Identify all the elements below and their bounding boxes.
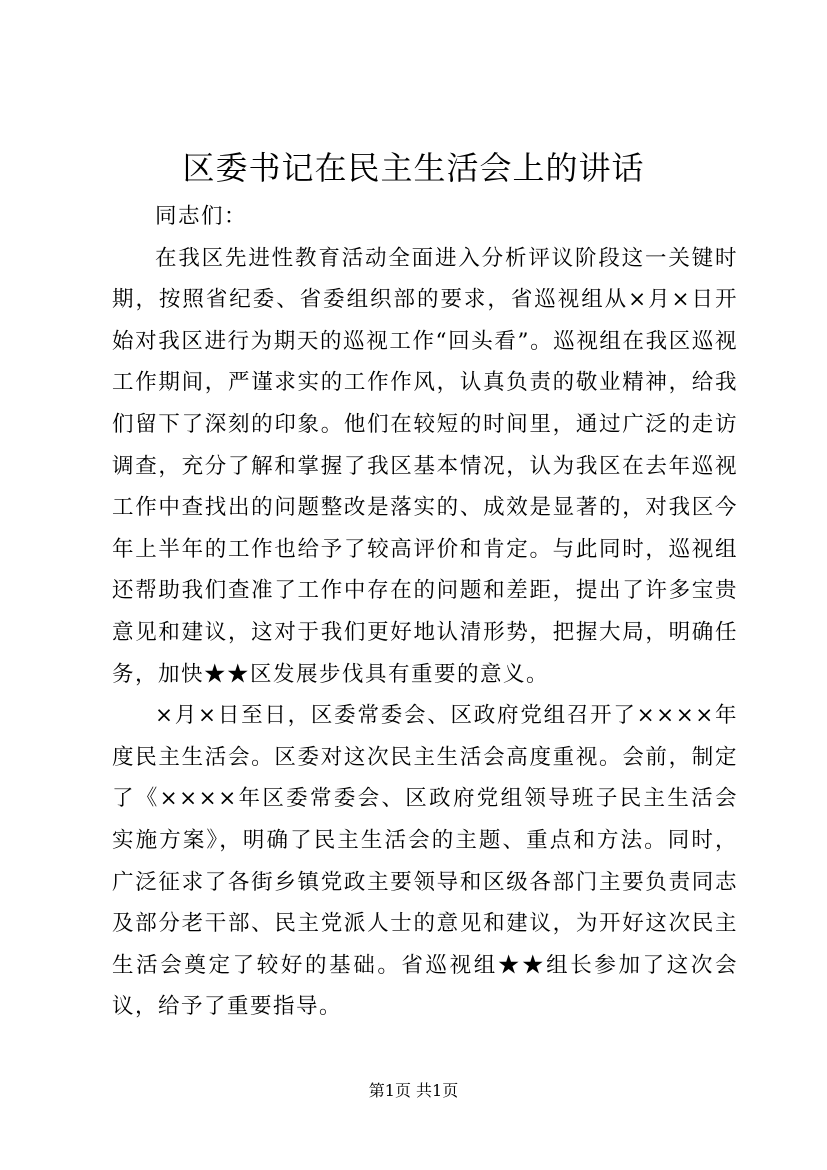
document-body bbox=[112, 196, 738, 1028]
page-footer: 第1页 共1页 bbox=[368, 1081, 459, 1100]
paragraph-1: 在我区先进性教育活动全面进入分析评议阶段这一关键时期，按照省纪委、省委组织部的要求，省巡视组从×月×日开始对我区进行为期天的巡视工作“回头看”。巡视组在我区巡视工作期间，严谨求实的工作作风，认真负责的敬业精神，给我们留下了深刻的印象。他们在较短的时间里，通过广泛的走访调查，充分了解和掌握了我区基本情况，认为我区在去年巡视工作中查找出的问题整改是落实的、成效是显著的，对我区今年上半年的工作也给予了较高评价和肯定。与此同时，巡视组还帮助我们查准了工作中存在的问题和差距，提出了许多宝贵意见和建议，这对于我们更好地认清形势，把握大局，明确任务，加快★★区发展步伐具有重要的意义。 bbox=[112, 245, 738, 687]
paragraph-2: ×月×日至日，区委常委会、区政府党组召开了××××年度民主生活会。区委对这次民主生活会高度重视。会前，制定了《××××年区委常委会、区政府党组领导班子民主生活会实施方案》，明确了民主生活会的主题、重点和方法。同时，广泛征求了各街乡镇党政主要领导和区级各部门主要负责同志及部分老干部、民主党派人士的意见和建议，为开好这次民主生活会奠定了较好的基础。省巡视组★★组长参加了这次会议，给予了重要指导。 bbox=[112, 703, 738, 1020]
document-title: 区委书记在民主生活会上的讲话 bbox=[182, 149, 645, 187]
salutation: 同志们： bbox=[155, 204, 248, 229]
